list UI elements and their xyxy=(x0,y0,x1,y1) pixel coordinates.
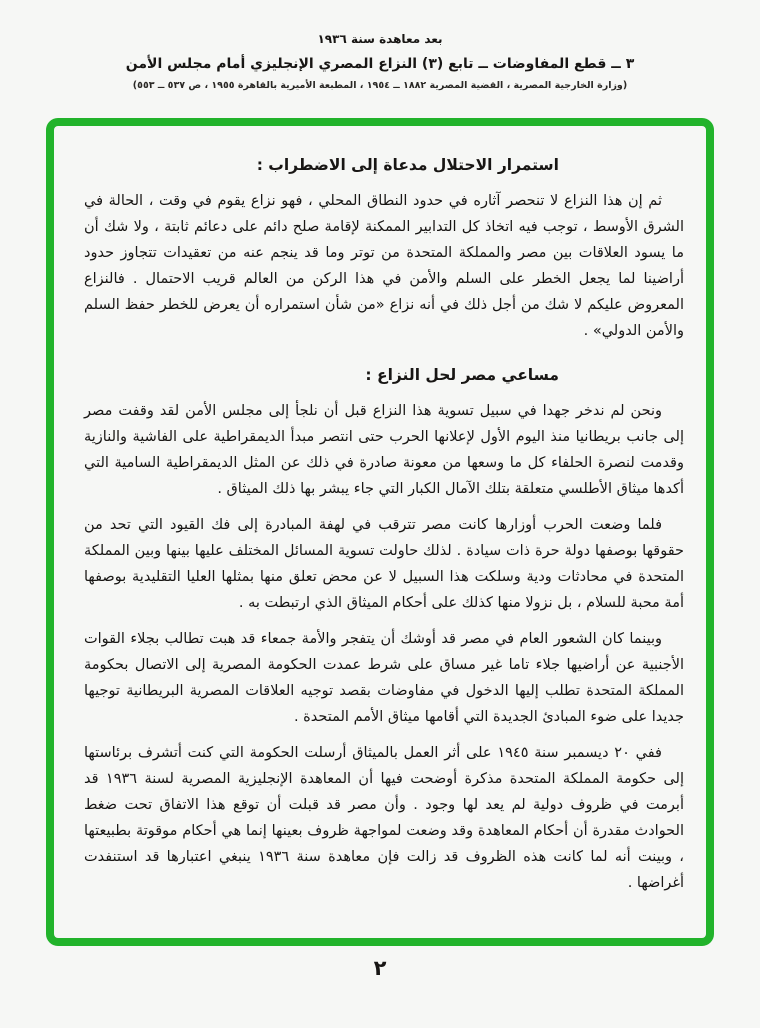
paragraph: ونحن لم ندخر جهدا في سبيل تسوية هذا النزاع قبل أن نلجأ إلى مجلس الأمن لقد وقفت مصر إلى جانب بريطانيا منذ اليوم الأول لإعلانها الحرب حتى انتصر مبدأ الديمقراطية على الفاشية والنازية وقدمت لنصرة الحلفاء كل ما وسعها من معونة صادرة في ذلك عن المثل الديمقراطية السامية التي أكدها ميثاق الأطلسي متعلقة بتلك الآمال الكبار التي جاء يبشر بها ذلك الميثاق . xyxy=(84,403,684,497)
section-heading: مساعي مصر لحل النزاع : xyxy=(365,366,559,384)
header-source-citation: (وزارة الخارجية المصرية ، القضية المصرية ١٨٨٢ ــ ١٩٥٤ ، المطبعة الأميرية بالقاهرة ١٩٥٥ ، ص ٥٣٧ ــ ٥٥٣) xyxy=(132,80,628,91)
section-heading: استمرار الاحتلال مدعاة إلى الاضطراب : xyxy=(256,156,559,174)
section-egypt-efforts xyxy=(84,366,684,896)
page-number: ٢ xyxy=(373,956,387,980)
page-header xyxy=(0,0,760,93)
section-occupation-disturbance xyxy=(84,156,684,344)
header-treaty-line: بعد معاهدة سنة ١٩٣٦ xyxy=(317,32,443,46)
paragraph: ثم إن هذا النزاع لا تنحصر آثاره في حدود النطاق المحلي ، فهو نزاع يقوم في وقت ، الحالة في الشرق الأوسط ، توجب فيه اتخاذ كل التدابير الممكنة لإقامة صلح دائم على دعائم ثابتة ، ولا شك أن ما يسود العلاقات بين مصر والمملكة المتحدة من توتر وما قد ينجم عنه من تعقيدات تتجاوز حدود أراضينا لما يجعل الخطر على السلم والأمن في هذا الركن من العالم قريب الاحتمال . فالنزاع المعروض عليكم لا شك من أجل ذلك في أنه نزاع «من شأن استمراره أن يعرض للخطر حفظ السلم والأمن الدولي» . xyxy=(84,193,684,339)
paragraph: وبينما كان الشعور العام في مصر قد أوشك أن يتفجر والأمة جمعاء قد هبت تطالب بجلاء القوات الأجنبية عن أراضيها جلاء تاما غير مساق على شرط عمدت الحكومة المصرية إلى الاتصال بحكومة المملكة المتحدة تطلب إليها الدخول في مفاوضات بقصد توجيه العلاقات المصرية البريطانية توجيها جديدا على ضوء المبادئ الجديدة التي أقامها ميثاق الأمم المتحدة . xyxy=(84,631,684,725)
highlight-annotation-box xyxy=(46,118,714,946)
paragraph: فلما وضعت الحرب أوزارها كانت مصر تترقب في لهفة المبادرة إلى فك القيود التي تحد من حقوقها بوصفها دولة حرة ذات سيادة . لذلك حاولت تسوية المسائل المختلف عليها بينها وبين المملكة المتحدة في محادثات ودية وسلكت هذا السبيل لا عن محض تعلق منها بمثلها العليا التقليدية بوصفها أمة محبة للسلام ، بل نزولا منها كذلك على أحكام الميثاق الذي ارتبطت به . xyxy=(84,517,684,611)
paragraph: ففي ٢٠ ديسمبر سنة ١٩٤٥ على أثر العمل بالميثاق أرسلت الحكومة التي كنت أتشرف برئاستها إلى حكومة المملكة المتحدة مذكرة أوضحت فيها أن المعاهدة الإنجليزية المصرية لسنة ١٩٣٦ قد أبرمت في ظروف دولية لم يعد لها وجود . وأن مصر قد قبلت أن توقع هذا الاتفاق تحت ضغط الحوادث مقدرة أن أحكام المعاهدة وقد وضعت لمواجهة ظروف بعينها إنما هي أحكام موقوتة بطبيعتها ، وبينت أنه لما كانت هذه الظروف قد زالت فإن معاهدة سنة ١٩٣٦ ينبغي اعتبارها قد استنفدت أغراضها . xyxy=(84,745,685,891)
header-title-line: ٣ ــ قطع المفاوضات ــ تابع (٣) النزاع المصري الإنجليزي أمام مجلس الأمن xyxy=(125,56,635,72)
